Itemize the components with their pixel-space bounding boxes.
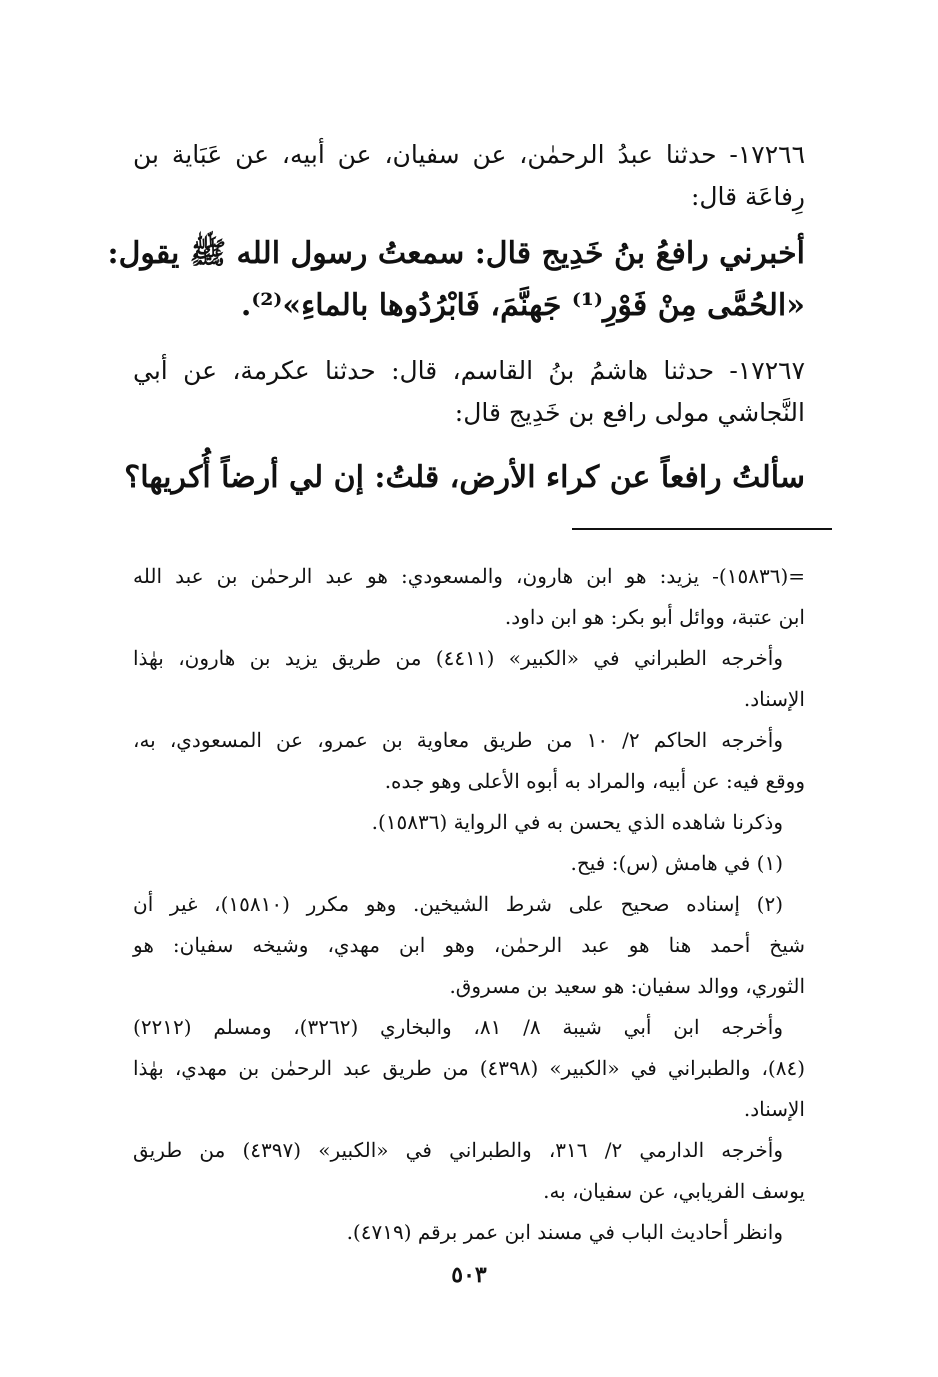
- footnote-line: وذكرنا شاهده الذي يحسن به في الرواية (١٥٨٣٦).: [371, 810, 783, 834]
- isnad-line: ١٧٢٦٧- حدثنا هاشمُ بنُ القاسم، قال: حدثنا عكرمة، عن أبي: [133, 356, 805, 385]
- footnote-line: (١) في هامش (س): فيح.: [570, 851, 783, 875]
- matn-line: أخبرني رافعُ بنُ خَدِيج قال: سمعتُ رسول الله ﷺ يقول:: [107, 236, 805, 271]
- footnotes: [133, 556, 805, 1253]
- matn-line: سألتُ رافعاً عن كراء الأرض، قلتُ: إن لي أرضاً أُكريها؟: [124, 460, 805, 495]
- footnote-line: شيخ أحمد هنا هو عبد الرحمٰن، وهو ابن مهدي، وشيخه سفيان: هو: [133, 933, 805, 957]
- footnote-line: الإسناد.: [743, 687, 805, 711]
- matn-line: «الحُمَّى مِنْ فَوْرِ⁽¹⁾ جَهنَّمَ، فَابْرُدُوها بالماءِ»⁽²⁾.: [240, 288, 805, 323]
- hadith-17266-matn: [107, 228, 805, 332]
- footnote-line: وأخرجه الدارمي ٢/ ٣١٦، والطبراني في «الكبير» (٤٣٩٧) من طريق: [133, 1138, 783, 1162]
- footnote-line: =(١٥٨٣٦)- يزيد: هو ابن هارون، والمسعودي: هو عبد الرحمٰن بن عبد الله: [133, 564, 805, 588]
- isnad-line: رِفاعَة قال:: [690, 182, 805, 211]
- footnote-separator: [572, 528, 832, 530]
- footnote-line: وأخرجه الحاكم ٢/ ١٠ من طريق معاوية بن عمرو، عن المسعودي، به،: [133, 728, 783, 752]
- footnote-line: (٢) إسناده صحيح على شرط الشيخين. وهو مكرر (١٥٨١٠)، غير أن: [133, 892, 783, 916]
- isnad-line: ١٧٢٦٦- حدثنا عبدُ الرحمٰن، عن سفيان، عن أبيه، عن عَبَاية بن: [133, 140, 805, 169]
- footnote-line: الإسناد.: [743, 1097, 805, 1121]
- hadith-17266-isnad: [133, 134, 805, 218]
- hadith-17267-isnad: [133, 350, 805, 434]
- hadith-17267-matn: [124, 452, 805, 504]
- footnote-line: وأخرجه ابن أبي شيبة ٨/ ٨١، والبخاري (٣٢٦٢)، ومسلم (٢٢١٢): [133, 1015, 783, 1039]
- footnote-line: الثوري، ووالد سفيان: هو سعيد بن مسروق.: [449, 974, 805, 998]
- footnote-line: ابن عتبة، ووائل أبو بكر: هو ابن داود.: [504, 605, 805, 629]
- footnote-line: ووقع فيه: عن أبيه، والمراد به أبوه الأعلى وهو جده.: [384, 769, 805, 793]
- footnote-line: (٨٤)، والطبراني في «الكبير» (٤٣٩٨) من طريق عبد الرحمٰن بن مهدي، بهٰذا: [133, 1056, 805, 1080]
- footnote-line: وأخرجه الطبراني في «الكبير» (٤٤١١) من طريق يزيد بن هارون، بهٰذا: [133, 646, 783, 670]
- isnad-line: النَّجاشي مولى رافع بن خَدِيج قال:: [454, 398, 805, 427]
- footnote-line: وانظر أحاديث الباب في مسند ابن عمر برقم (٤٧١٩).: [346, 1220, 783, 1244]
- footnote-line: يوسف الفريابي، عن سفيان، به.: [543, 1179, 805, 1203]
- page-number: ٥٠٣: [451, 1262, 487, 1288]
